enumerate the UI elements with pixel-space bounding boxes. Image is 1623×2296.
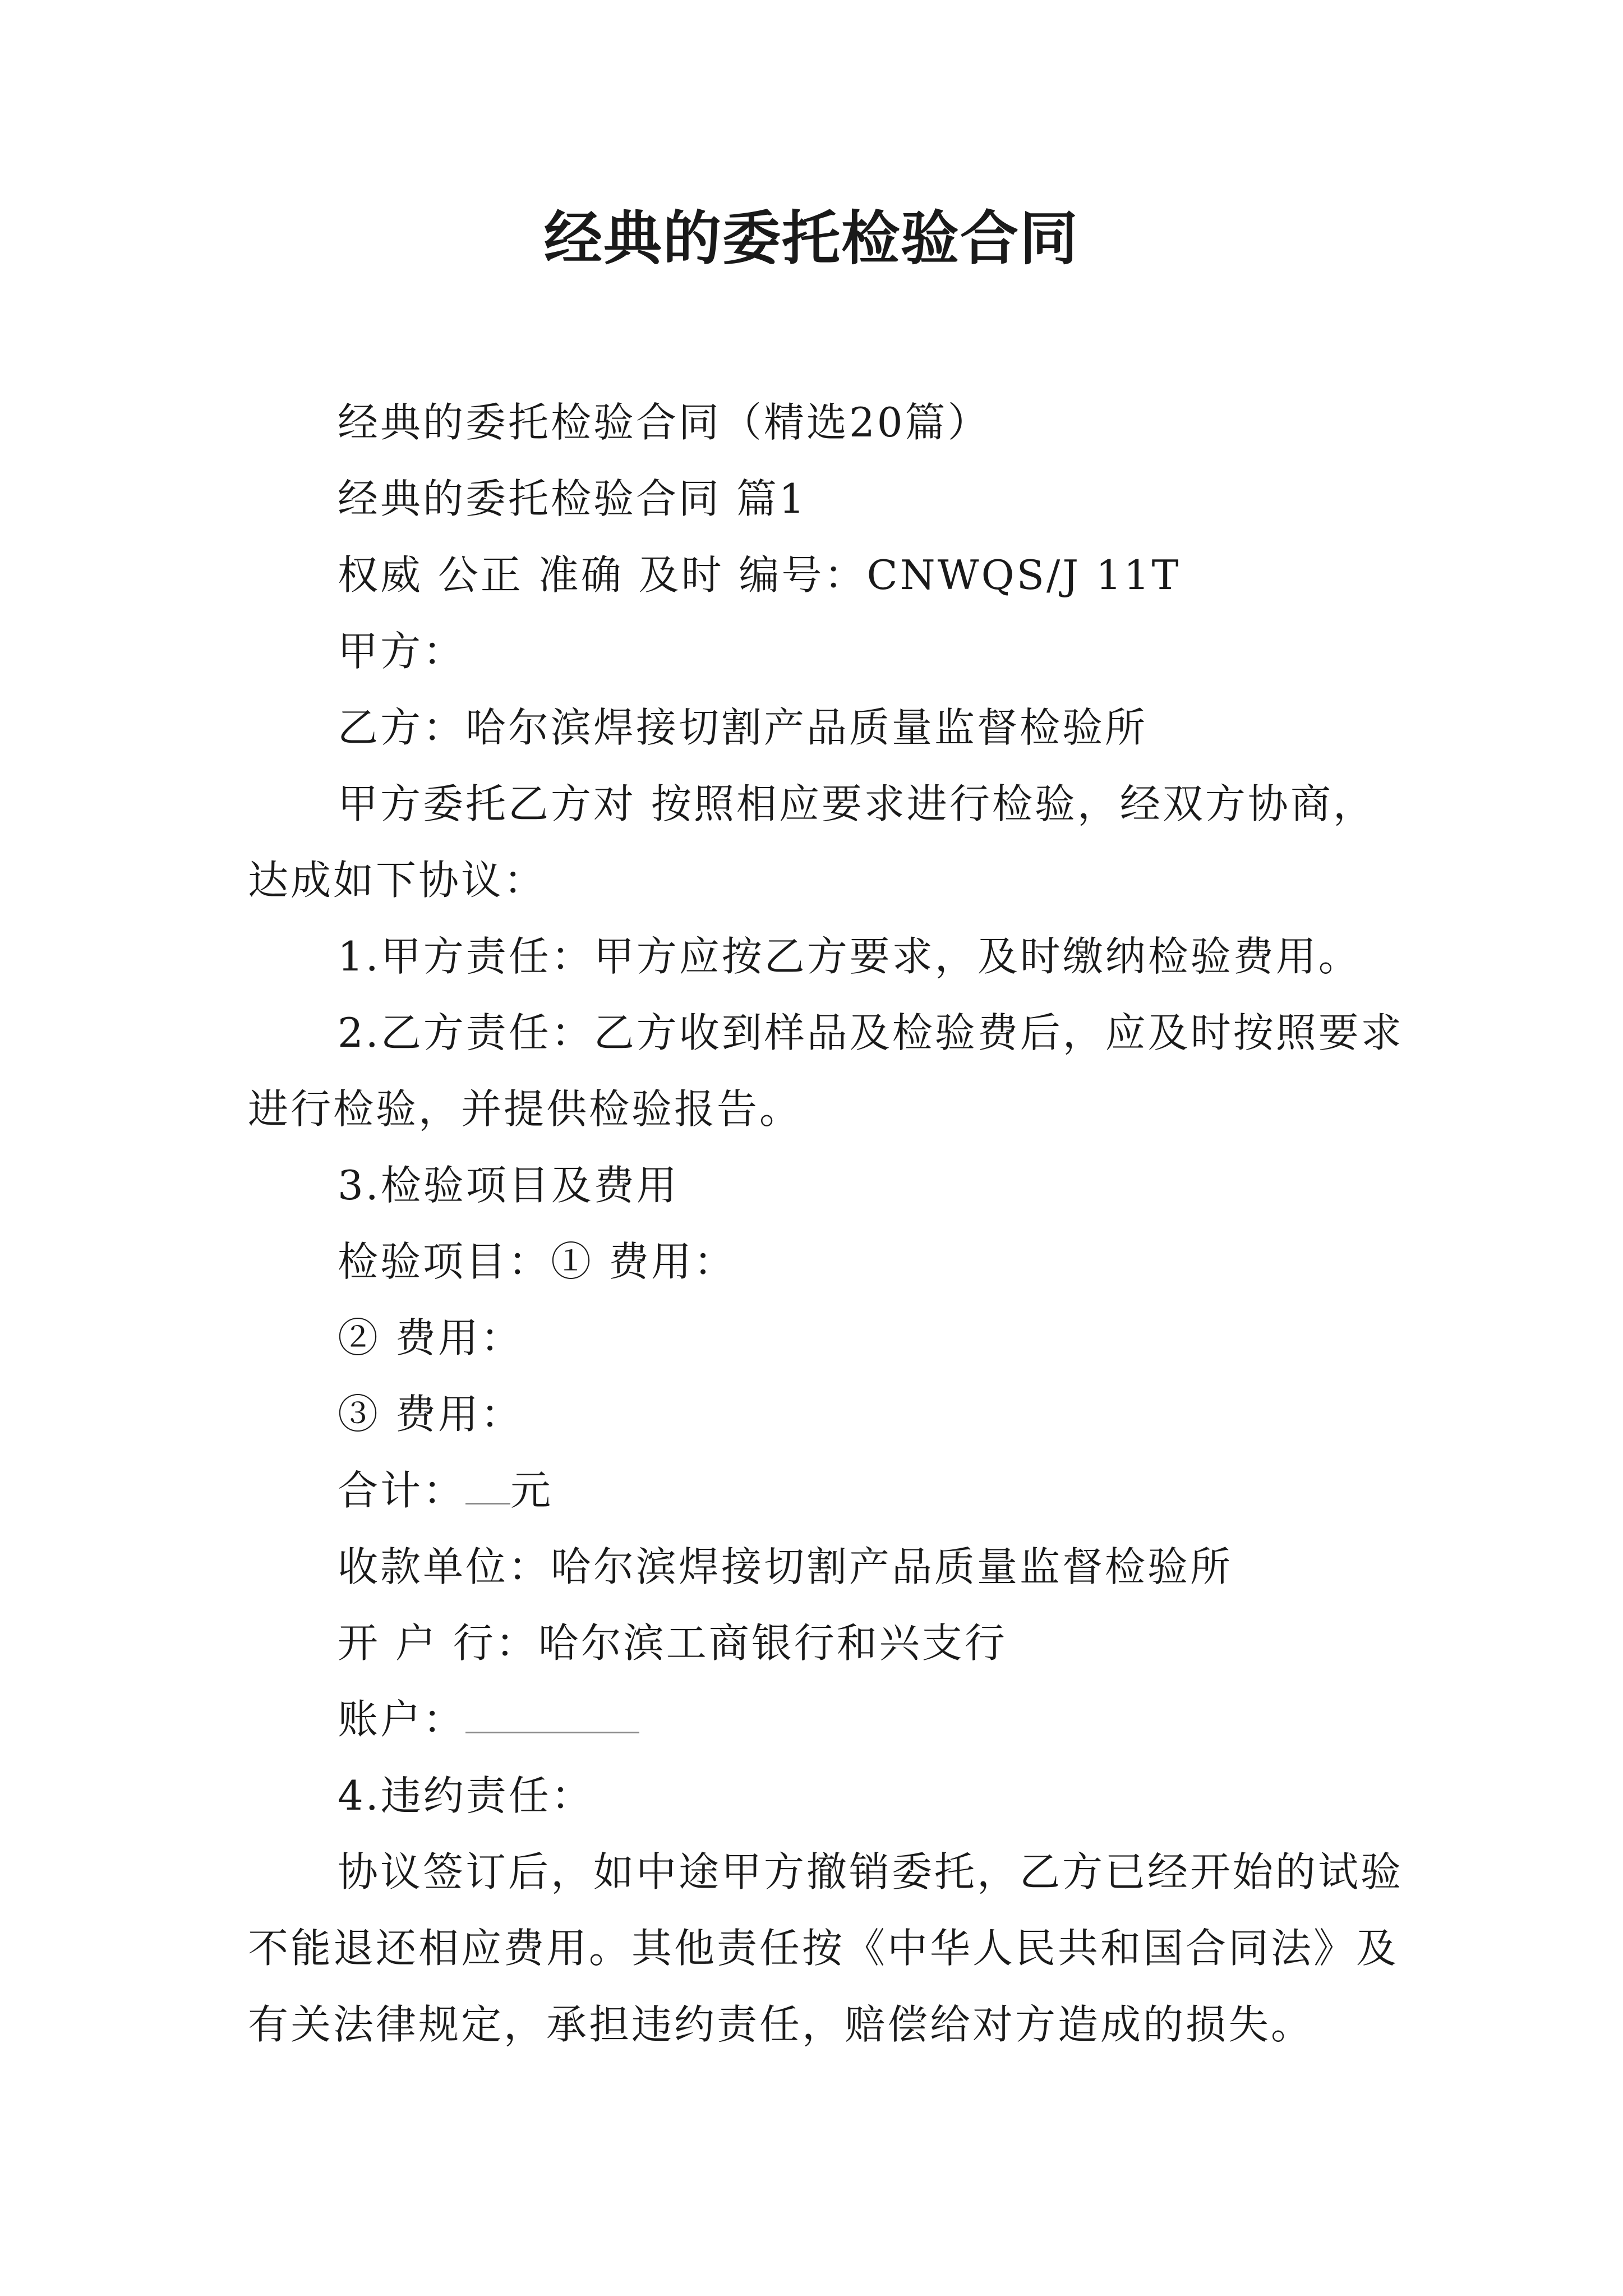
paragraph: 甲方委托乙方对 按照相应要求进行检验，经双方协商，达成如下协议： [248, 780, 1376, 904]
paragraph: 开 户 行：哈尔滨工商银行和兴支行 [338, 1619, 1007, 1667]
paragraph: ② 费用： [338, 1314, 523, 1361]
paragraph: 4.违约责任： [338, 1772, 594, 1819]
document-title: 经典的委托检验合同 [543, 204, 1079, 273]
paragraph: 检验项目：① 费用： [338, 1238, 736, 1285]
paragraph: 2.乙方责任：乙方收到样品及检验费后，应及时按照要求进行检验，并提供检验报告。 [248, 1009, 1404, 1133]
total-unit: 元 [510, 1467, 554, 1514]
paragraph: 乙方：哈尔滨焊接切割产品质量监督检验所 [338, 704, 1148, 751]
paragraph: 收款单位：哈尔滨焊接切割产品质量监督检验所 [338, 1543, 1233, 1590]
paragraph-account [248, 1681, 1406, 1757]
paragraph: ③ 费用： [338, 1391, 523, 1438]
paragraph-total [248, 1452, 1406, 1529]
paragraph: 经典的委托检验合同 篇1 [338, 475, 807, 522]
total-blank-line [465, 1464, 510, 1504]
total-label: 合计： [338, 1467, 466, 1514]
account-label: 账户： [338, 1696, 466, 1743]
paragraph: 权威 公正 准确 及时 编号：CNWQS/J 11T [338, 551, 1181, 599]
account-blank-line [465, 1692, 639, 1733]
paragraph: 协议签订后，如中途甲方撤销委托，乙方已经开始的试验不能退还相应费用。其他责任按《中华人民共和国合同法》及有关法律规定，承担违约责任，赔偿给对方造成的损失。 [248, 1848, 1404, 2048]
paragraph: 3.检验项目及费用 [338, 1162, 679, 1209]
document-body [248, 384, 1406, 2063]
paragraph: 1.甲方责任：甲方应按乙方要求，及时缴纳检验费用。 [338, 933, 1361, 980]
paragraph: 经典的委托检验合同（精选20篇） [338, 399, 990, 446]
paragraph: 甲方： [338, 628, 466, 675]
